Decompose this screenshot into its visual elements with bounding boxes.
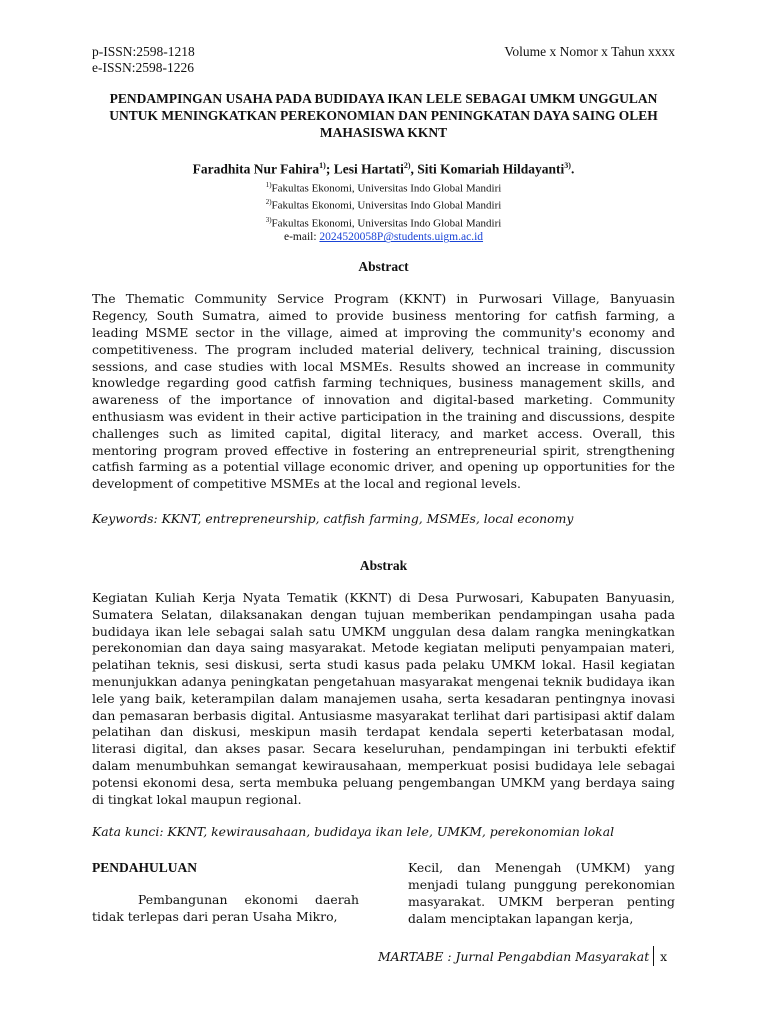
intro-paragraph: Pembangunan ekonomi daerah tidak terlepas dari peran Usaha Mikro, <box>92 892 359 924</box>
body-columns <box>92 860 675 927</box>
author-mark: 2) <box>403 161 411 170</box>
section-heading: PENDAHULUAN <box>92 860 198 875</box>
footer-divider <box>653 946 654 966</box>
e-issn: e-ISSN:2598-1226 <box>92 60 194 75</box>
page-footer <box>378 946 667 966</box>
affiliation-mark: 2) <box>265 198 272 207</box>
journal-name: MARTABE : Jurnal Pengabdian Masyarakat <box>378 948 650 964</box>
affiliation <box>92 213 675 231</box>
email-line <box>92 230 675 245</box>
author-name: Faradhita Nur Fahira <box>192 161 320 177</box>
author-separator: . <box>570 161 575 177</box>
author-list <box>92 158 675 178</box>
author-mark: 3) <box>564 161 571 170</box>
paper-page <box>92 44 675 926</box>
left-column <box>92 860 359 927</box>
affiliation-mark: 3) <box>265 215 272 224</box>
right-column <box>408 860 675 927</box>
author-name: Siti Komariah Hildayanti <box>417 161 565 177</box>
affiliation-mark: 1) <box>265 180 272 189</box>
abstrak-text: Kegiatan Kuliah Kerja Nyata Tematik (KKNT) di Desa Purwosari, Kabupaten Banyuasin, Sumatera Selatan, dilaksanakan dengan tujuan memberikan pendampingan usaha pada budidaya ikan lele sebagai salah satu UMKM unggulan desa dalam rangka meningkatkan perekonomian dan daya saing masyarakat. Metode kegiatan meliputi penyampaian materi, pelatihan teknis, sesi diskusi, serta studi kasus pada pelaku UMKM lokal. Hasil kegiatan menunjukkan adanya peningkatan pengetahuan masyarakat mengenai teknik budidaya ikan lele yang baik, keterampilan dalam manajemen usaha, serta kesadaran pentingnya inovasi dan pemasaran berbasis digital. Antusiasme masyarakat terlihat dari partisipasi aktif dalam pelatihan dan diskusi, meskipun masih terdapat kendala seperti keterbatasan modal, literasi digital, dan akses pasar. Secara keseluruhan, pendampingan ini terbukti efektif dalam menumbuhkan semangat kewirausahaan, memperkuat posisi budidaya lele sebagai potensi ekonomi desa, serta membuka peluang pengembangan UMKM yang berdaya saing di tingkat lokal maupun regional. <box>92 590 675 807</box>
affiliation-text: Fakultas Ekonomi, Universitas Indo Global Mandiri <box>271 217 502 230</box>
author-separator: , <box>410 161 418 177</box>
affiliation-text: Fakultas Ekonomi, Universitas Indo Global Mandiri <box>271 182 502 195</box>
abstract-text: The Thematic Community Service Program (KKNT) in Purwosari Village, Banyuasin Regency, South Sumatra, aimed to provide business mentoring for catfish farming, a leading MSME sector in the village, aimed at improving the community's economy and competitiveness. The program included material delivery, technical training, discussion sessions, and case studies with local MSMEs. Results showed an increase in community knowledge regarding good catfish farming techniques, business management skills, and awareness of the importance of innovation and digital-based marketing. Community enthusiasm was evident in their active participation in the training and discussions, despite challenges such as limited capital, digital literacy, and market access. Overall, this mentoring program proved effective in fostering an entrepreneurial spirit, strengthening catfish farming as a potential village economic driver, and opening up opportunities for the development of competitive MSMEs at the local and regional levels. <box>92 291 675 492</box>
email-link[interactable]: 2024520058P@students.uigm.ac.id <box>319 231 484 244</box>
keywords: Keywords: KKNT, entrepreneurship, catfish farming, MSMEs, local economy <box>92 511 574 527</box>
p-issn: p-ISSN:2598-1218 <box>92 44 195 59</box>
author-name: Lesi Hartati <box>333 161 404 177</box>
kata-kunci: Kata kunci: KKNT, kewirausahaan, budidaya ikan lele, UMKM, perekonomian lokal <box>92 824 615 840</box>
affiliation-text: Fakultas Ekonomi, Universitas Indo Global Mandiri <box>271 199 502 212</box>
author-mark: 1) <box>319 161 326 170</box>
volume-info: Volume x Nomor x Tahun xxxx <box>504 44 675 59</box>
email-label: e-mail: <box>283 231 320 244</box>
abstract-heading: Abstract <box>358 259 409 275</box>
intro-paragraph-continued: Kecil, dan Menengah (UMKM) yang menjadi tulang punggung perekonomian masyarakat. UMKM berperan penting dalam menciptakan lapangan kerja, <box>408 860 675 926</box>
page-header <box>92 44 675 76</box>
issn-block <box>92 44 195 76</box>
affiliation <box>92 195 675 213</box>
author-separator: ; <box>325 161 334 177</box>
paper-title: PENDAMPINGAN USAHA PADA BUDIDAYA IKAN LELE SEBAGAI UMKM UNGGULAN UNTUK MENINGKATKAN PEREKONOMIAN DAN PENINGKATAN DAYA SAING OLEH MAHASISWA KKNT <box>109 91 658 140</box>
affiliation <box>92 178 675 196</box>
abstrak-heading: Abstrak <box>359 558 408 574</box>
page-number: x <box>660 948 668 964</box>
